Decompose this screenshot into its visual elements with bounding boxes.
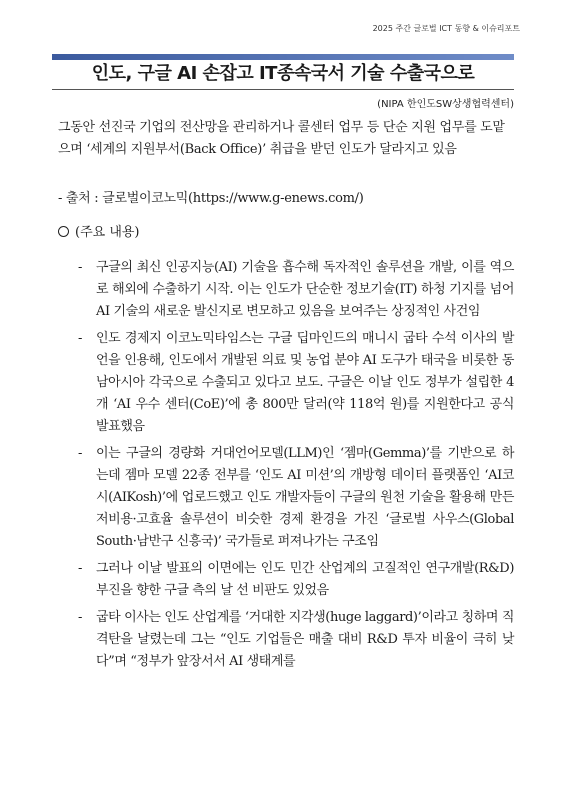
list-item xyxy=(78,443,514,553)
list-item-text: 굽타 이사는 인도 산업계를 ‘거대한 지각생(huge laggard)’이라고 칭하며 직격탄을 날렸는데 그는 “인도 기업들은 매출 대비 R&D 투자 비율이 극히 낮다”며 “정부가 앞장서서 AI 생태계를 xyxy=(96,610,514,669)
list-item xyxy=(78,607,514,673)
list-item-text: 그러나 이날 발표의 이면에는 인도 민간 산업계의 고질적인 연구개발(R&D) 부진을 향한 구글 측의 날 선 비판도 있었음 xyxy=(96,561,514,598)
list-item-text: 이는 구글의 경량화 거대언어모델(LLM)인 ‘젬마(Gemma)’를 기반으로 하는데 젬마 모델 22종 전부를 ‘인도 AI 미션’의 개방형 데이터 플랫폼인 ‘AI코시(AIKosh)’에 업로드했고 인도 개발자들이 구글의 원천 기술을 활용해 만든 저비용·고효율 솔루션이 비슷한 경제 환경을 가진 ‘글로벌 사우스(Global South·남반구 신흥국)’ 국가들로 퍼져나가는 구조임 xyxy=(96,446,514,549)
source-organization: (NIPA 한인도SW상생협력센터) xyxy=(377,99,514,110)
source-citation: - 출처 : 글로벌이코노믹(https://www.g-enews.com/) xyxy=(58,191,364,206)
dash-bullet: - xyxy=(78,446,82,461)
report-header: 2025 주간 글로벌 ICT 동향 & 이슈리포트 xyxy=(372,24,520,33)
list-item xyxy=(78,558,514,602)
dash-bullet: - xyxy=(78,610,82,625)
dash-bullet: - xyxy=(78,260,82,275)
section-heading-label: (주요 내용) xyxy=(75,225,140,240)
list-item xyxy=(78,257,514,323)
key-points-list xyxy=(78,257,514,678)
list-item-text: 인도 경제지 이코노믹타임스는 구글 딥마인드의 매니시 굽타 수석 이사의 발언을 인용해, 인도에서 개발된 의료 및 농업 분야 AI 도구가 태국을 비롯한 동남아시아 각국으로 수출되고 있다고 보도. 구글은 이날 인도 정부가 설립한 4개 ‘AI 우수 센터(CoE)’에 총 800만 달러(약 118억 원)를 지원한다고 공식 발표했음 xyxy=(96,331,514,434)
dash-bullet: - xyxy=(78,331,82,346)
dash-bullet: - xyxy=(78,561,82,576)
section-heading xyxy=(58,222,140,244)
list-item-text: 구글의 최신 인공지능(AI) 기술을 흡수해 독자적인 솔루션을 개발, 이를 역으로 해외에 수출하기 시작. 이는 인도가 단순한 정보기술(IT) 하청 기지를 넘어 AI 기술의 새로운 발신지로 변모하고 있음을 보여주는 상징적인 사건임 xyxy=(96,260,514,319)
lead-paragraph: 그동안 선진국 기업의 전산망을 관리하거나 콜센터 업무 등 단순 지원 업무를 도맡으며 ‘세계의 지원부서(Back Office)’ 취급을 받던 인도가 달라지고 있음 xyxy=(58,120,505,157)
circle-bullet-icon xyxy=(58,226,69,237)
list-item xyxy=(78,328,514,438)
article-title: 인도, 구글 AI 손잡고 IT종속국서 기술 수출국으로 xyxy=(52,59,514,90)
